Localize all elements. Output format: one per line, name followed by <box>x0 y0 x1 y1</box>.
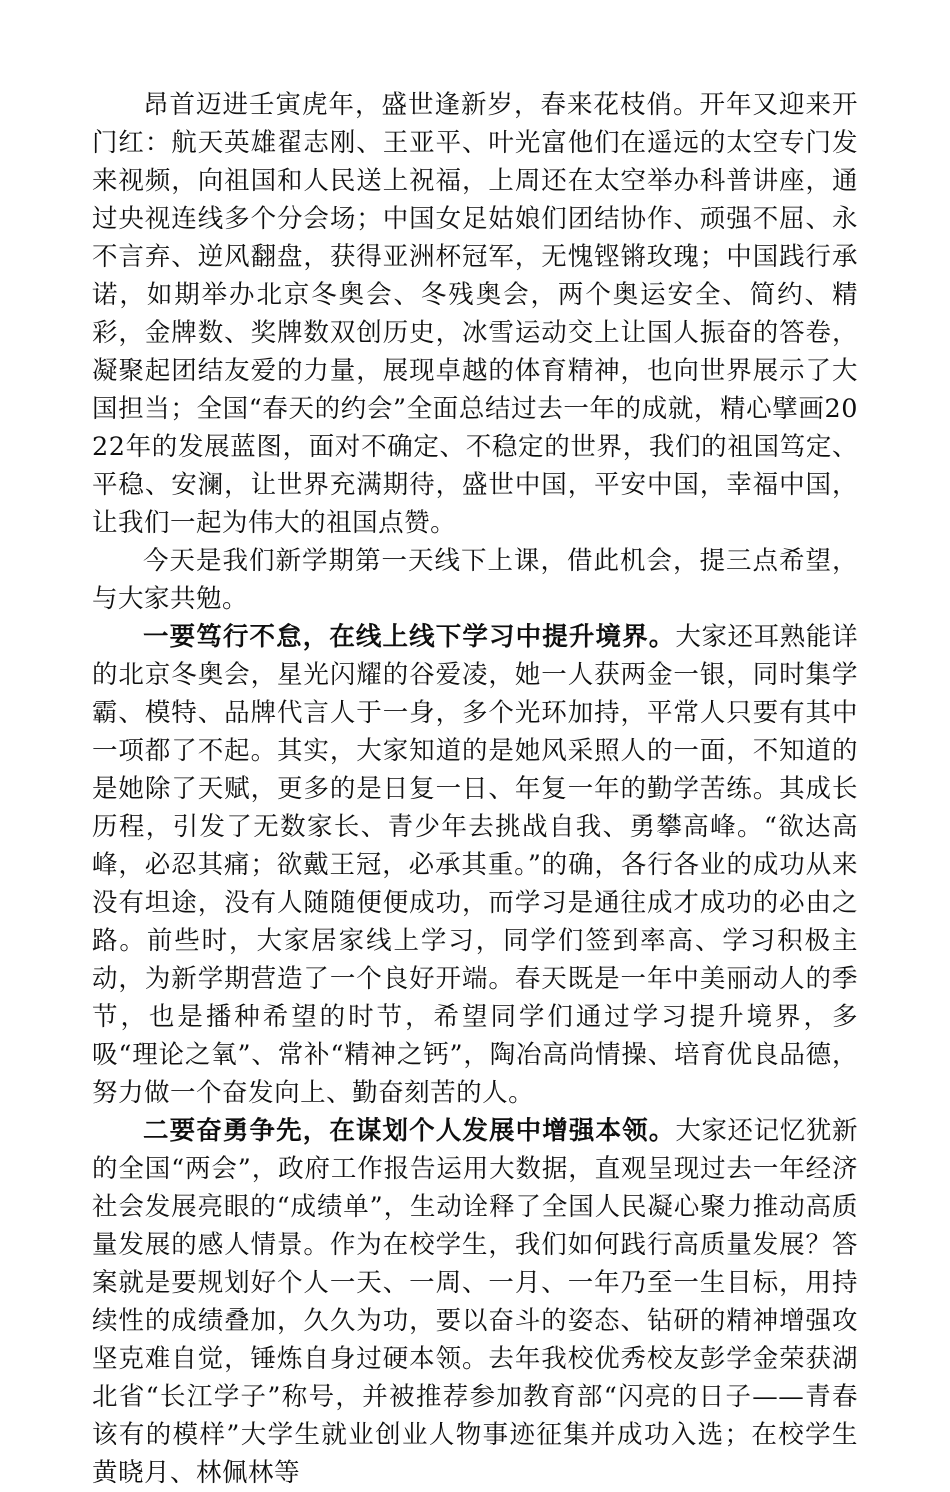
paragraph-text: 昂首迈进壬寅虎年，盛世逢新岁，春来花枝俏。开年又迎来开门红：航天英雄翟志刚、王亚平、叶光富他们在遥远的太空专门发来视频，向祖国和人民送上祝福，上周还在太空举办科普讲座，通过央视连线多个分会场；中国女足姑娘们团结协作、顽强不屈、永不言弃、逆风翻盘，获得亚洲杯冠军，无愧铿锵玫瑰；中国践行承诺，如期举办北京冬奥会、冬残奥会，两个奥运安全、简约、精彩，金牌数、奖牌数双创历史，冰雪运动交上让国人振奋的答卷，凝聚起团结友爱的力量，展现卓越的体育精神，也向世界展示了大国担当；全国“春天的约会”全面总结过去一年的成就，精心擘画2022年的发展蓝图，面对不确定、不稳定的世界，我们的祖国笃定、平稳、安澜，让世界充满期待，盛世中国，平安中国，幸福中国，让我们一起为伟大的祖国点赞。 <box>92 90 858 538</box>
paragraph <box>92 86 858 542</box>
paragraph-text: 今天是我们新学期第一天线下上课，借此机会，提三点希望，与大家共勉。 <box>92 546 858 614</box>
page-text-body <box>92 86 858 1492</box>
paragraph <box>92 618 858 1112</box>
paragraph-text: 大家还耳熟能详的北京冬奥会，星光闪耀的谷爱凌，她一人获两金一银，同时集学霸、模特、品牌代言人于一身，多个光环加持，平常人只要有其中一项都了不起。其实，大家知道的是她风采照人的一面，不知道的是她除了天赋，更多的是日复一日、年复一年的勤学苦练。其成长历程，引发了无数家长、青少年去挑战自我、勇攀高峰。“欲达高峰，必忍其痛；欲戴王冠，必承其重。”的确，各行各业的成功从来没有坦途，没有人随随便便成功，而学习是通往成才成功的必由之路。前些时，大家居家线上学习，同学们签到率高、学习积极主动，为新学期营造了一个良好开端。春天既是一年中美丽动人的季节，也是播种希望的时节，希望同学们通过学习提升境界，多吸“理论之氧”、常补“精神之钙”，陶冶高尚情操、培育优良品德，努力做一个奋发向上、勤奋刻苦的人。 <box>92 622 858 1108</box>
paragraph-lead-heading: 一要笃行不怠，在线上线下学习中提升境界。 <box>143 622 676 652</box>
paragraph <box>92 542 858 618</box>
paragraph-lead-heading: 二要奋勇争先，在谋划个人发展中增强本领。 <box>143 1116 676 1146</box>
paragraph <box>92 1112 858 1492</box>
paragraph-text: 大家还记忆犹新的全国“两会”，政府工作报告运用大数据，直观呈现过去一年经济社会发展亮眼的“成绩单”，生动诠释了全国人民凝心聚力推动高质量发展的感人情景。作为在校学生，我们如何践行高质量发展？答案就是要规划好个人一天、一周、一月、一年乃至一生目标，用持续性的成绩叠加，久久为功，要以奋斗的姿态、钻研的精神增强攻坚克难自觉，锤炼自身过硬本领。去年我校优秀校友彭学金荣获湖北省“长江学子”称号，并被推荐参加教育部“闪亮的日子——青春该有的模样”大学生就业创业人物事迹征集并成功入选；在校学生黄晓月、林佩林等 <box>92 1116 858 1488</box>
